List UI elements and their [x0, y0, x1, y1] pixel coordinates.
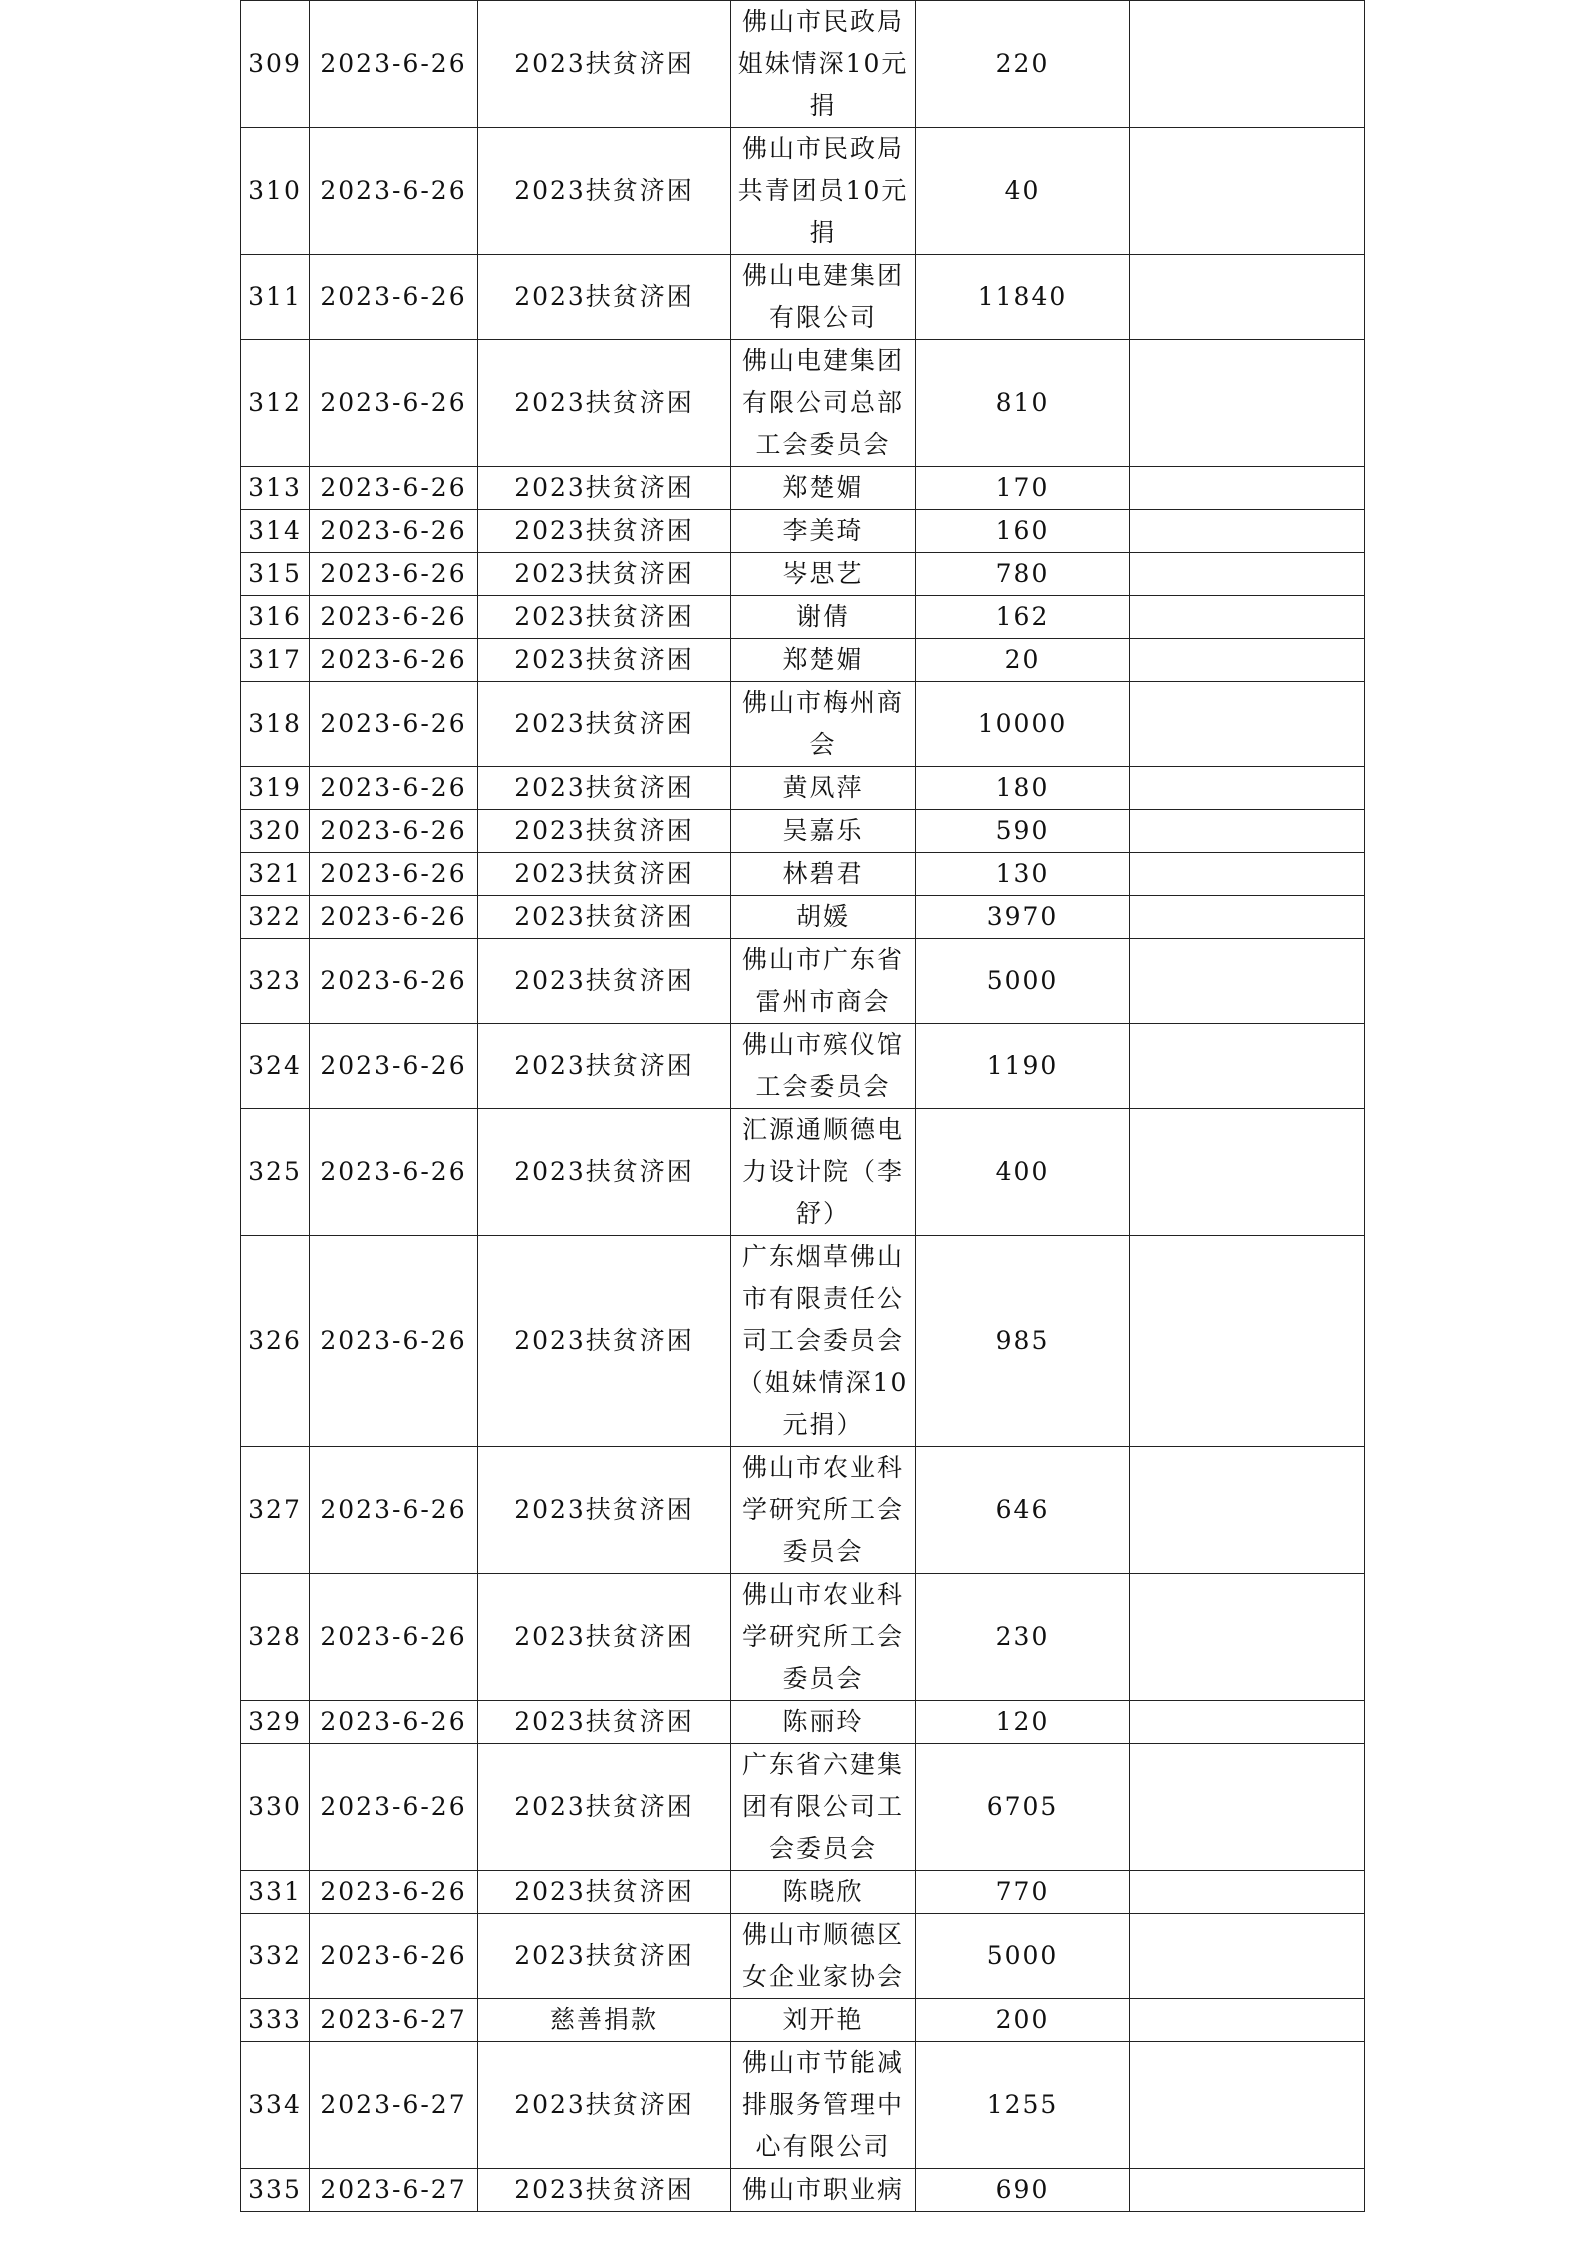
note-cell — [1130, 1109, 1365, 1236]
category-cell: 2023扶贫济困 — [478, 2169, 731, 2212]
category-cell: 2023扶贫济困 — [478, 1109, 731, 1236]
donor-cell — [731, 1447, 916, 1574]
note-cell — [1130, 853, 1365, 896]
note-cell — [1130, 340, 1365, 467]
category-cell: 2023扶贫济困 — [478, 1447, 731, 1574]
category-cell: 2023扶贫济困 — [478, 128, 731, 255]
row-number-cell: 327 — [241, 1447, 310, 1574]
category-cell: 2023扶贫济困 — [478, 255, 731, 340]
donor-name: 陈晓欣 — [782, 1877, 864, 1906]
table-row — [241, 1871, 1365, 1914]
table-row — [241, 2042, 1365, 2169]
category-cell: 2023扶贫济困 — [478, 596, 731, 639]
donor-cell — [731, 1871, 916, 1914]
donor-cell — [731, 1999, 916, 2042]
donor-name: 佛山市殡仪馆工会委员会 — [741, 1030, 904, 1101]
donor-cell — [731, 340, 916, 467]
table-row — [241, 553, 1365, 596]
table-row — [241, 639, 1365, 682]
category-cell: 2023扶贫济困 — [478, 1236, 731, 1447]
note-cell — [1130, 1701, 1365, 1744]
row-number-cell: 323 — [241, 939, 310, 1024]
amount-cell: 590 — [916, 810, 1130, 853]
row-number-cell: 316 — [241, 596, 310, 639]
category-cell: 2023扶贫济困 — [478, 467, 731, 510]
note-cell — [1130, 1999, 1365, 2042]
category-cell: 慈善捐款 — [478, 1999, 731, 2042]
note-cell — [1130, 810, 1365, 853]
category-cell: 2023扶贫济困 — [478, 939, 731, 1024]
date-cell: 2023-6-26 — [310, 1, 478, 128]
table-row — [241, 596, 1365, 639]
note-cell — [1130, 896, 1365, 939]
date-cell: 2023-6-26 — [310, 1701, 478, 1744]
donation-table-body — [241, 1, 1365, 2212]
donor-cell — [731, 596, 916, 639]
table-row — [241, 128, 1365, 255]
category-cell: 2023扶贫济困 — [478, 767, 731, 810]
date-cell: 2023-6-26 — [310, 553, 478, 596]
note-cell — [1130, 510, 1365, 553]
amount-cell: 770 — [916, 1871, 1130, 1914]
donor-name: 佛山市农业科学研究所工会委员会 — [741, 1580, 904, 1693]
category-cell: 2023扶贫济困 — [478, 1914, 731, 1999]
donor-name: 广东烟草佛山市有限责任公司工会委员会（姐妹情深10元捐） — [737, 1242, 909, 1439]
amount-cell: 11840 — [916, 255, 1130, 340]
donor-cell — [731, 1236, 916, 1447]
date-cell: 2023-6-26 — [310, 939, 478, 1024]
row-number-cell: 329 — [241, 1701, 310, 1744]
donor-cell — [731, 1914, 916, 1999]
row-number-cell: 325 — [241, 1109, 310, 1236]
donor-name: 胡媛 — [795, 902, 850, 931]
note-cell — [1130, 553, 1365, 596]
note-cell — [1130, 128, 1365, 255]
date-cell: 2023-6-26 — [310, 1914, 478, 1999]
table-row — [241, 853, 1365, 896]
amount-cell: 162 — [916, 596, 1130, 639]
date-cell: 2023-6-26 — [310, 340, 478, 467]
table-row — [241, 510, 1365, 553]
note-cell — [1130, 255, 1365, 340]
donor-name: 佛山市农业科学研究所工会委员会 — [741, 1453, 904, 1566]
donation-table-page — [240, 0, 1358, 2212]
donor-cell — [731, 255, 916, 340]
amount-cell: 220 — [916, 1, 1130, 128]
donor-cell — [731, 896, 916, 939]
row-number-cell: 317 — [241, 639, 310, 682]
row-number-cell: 333 — [241, 1999, 310, 2042]
donor-cell — [731, 128, 916, 255]
date-cell: 2023-6-26 — [310, 1871, 478, 1914]
donor-cell — [731, 1, 916, 128]
donor-cell — [731, 1701, 916, 1744]
date-cell: 2023-6-26 — [310, 853, 478, 896]
row-number-cell: 318 — [241, 682, 310, 767]
table-row — [241, 1447, 1365, 1574]
table-row — [241, 340, 1365, 467]
donor-name: 黄凤萍 — [782, 773, 864, 802]
donor-name: 郑楚媚 — [782, 473, 864, 502]
table-row — [241, 1999, 1365, 2042]
row-number-cell: 319 — [241, 767, 310, 810]
category-cell: 2023扶贫济困 — [478, 1744, 731, 1871]
table-row — [241, 810, 1365, 853]
donor-cell — [731, 767, 916, 810]
date-cell: 2023-6-26 — [310, 1574, 478, 1701]
amount-cell: 20 — [916, 639, 1130, 682]
note-cell — [1130, 1871, 1365, 1914]
row-number-cell: 332 — [241, 1914, 310, 1999]
donor-name: 郑楚媚 — [782, 645, 864, 674]
note-cell — [1130, 2042, 1365, 2169]
date-cell: 2023-6-26 — [310, 1447, 478, 1574]
amount-cell: 3970 — [916, 896, 1130, 939]
table-row — [241, 896, 1365, 939]
amount-cell: 1190 — [916, 1024, 1130, 1109]
date-cell: 2023-6-27 — [310, 2042, 478, 2169]
table-row — [241, 1701, 1365, 1744]
category-cell: 2023扶贫济困 — [478, 682, 731, 767]
donor-name: 佛山市节能减排服务管理中心有限公司 — [741, 2048, 904, 2161]
donor-cell — [731, 682, 916, 767]
donor-cell — [731, 2169, 916, 2212]
amount-cell: 985 — [916, 1236, 1130, 1447]
donor-cell — [731, 1574, 916, 1701]
amount-cell: 810 — [916, 340, 1130, 467]
donor-name: 刘开艳 — [782, 2005, 864, 2034]
amount-cell: 180 — [916, 767, 1130, 810]
date-cell: 2023-6-26 — [310, 1744, 478, 1871]
amount-cell: 1255 — [916, 2042, 1130, 2169]
row-number-cell: 334 — [241, 2042, 310, 2169]
note-cell — [1130, 2169, 1365, 2212]
donor-cell — [731, 1024, 916, 1109]
donor-cell — [731, 1109, 916, 1236]
row-number-cell: 310 — [241, 128, 310, 255]
donor-name: 岑思艺 — [782, 559, 864, 588]
amount-cell: 10000 — [916, 682, 1130, 767]
category-cell: 2023扶贫济困 — [478, 510, 731, 553]
donor-name: 佛山电建集团有限公司 — [741, 261, 904, 332]
table-row — [241, 939, 1365, 1024]
amount-cell: 690 — [916, 2169, 1130, 2212]
category-cell: 2023扶贫济困 — [478, 1701, 731, 1744]
date-cell: 2023-6-27 — [310, 1999, 478, 2042]
amount-cell: 400 — [916, 1109, 1130, 1236]
donor-name: 陈丽玲 — [782, 1707, 864, 1736]
note-cell — [1130, 596, 1365, 639]
donor-cell — [731, 853, 916, 896]
row-number-cell: 331 — [241, 1871, 310, 1914]
date-cell: 2023-6-26 — [310, 128, 478, 255]
date-cell: 2023-6-26 — [310, 467, 478, 510]
amount-cell: 130 — [916, 853, 1130, 896]
date-cell: 2023-6-27 — [310, 2169, 478, 2212]
donor-cell — [731, 1744, 916, 1871]
row-number-cell: 326 — [241, 1236, 310, 1447]
date-cell: 2023-6-26 — [310, 1024, 478, 1109]
donor-name: 佛山市顺德区女企业家协会 — [741, 1920, 904, 1991]
amount-cell: 5000 — [916, 939, 1130, 1024]
donor-name: 广东省六建集团有限公司工会委员会 — [741, 1750, 904, 1863]
donation-table — [240, 0, 1365, 2212]
row-number-cell: 322 — [241, 896, 310, 939]
table-row — [241, 1, 1365, 128]
category-cell: 2023扶贫济困 — [478, 1024, 731, 1109]
table-row — [241, 1236, 1365, 1447]
row-number-cell: 320 — [241, 810, 310, 853]
category-cell: 2023扶贫济困 — [478, 1574, 731, 1701]
row-number-cell: 313 — [241, 467, 310, 510]
amount-cell: 160 — [916, 510, 1130, 553]
category-cell: 2023扶贫济困 — [478, 853, 731, 896]
note-cell — [1130, 467, 1365, 510]
donor-name: 汇源通顺德电力设计院（李舒） — [741, 1115, 904, 1228]
table-row — [241, 1574, 1365, 1701]
donor-name: 佛山市梅州商会 — [741, 688, 904, 759]
donor-cell — [731, 553, 916, 596]
table-row — [241, 2169, 1365, 2212]
table-row — [241, 1744, 1365, 1871]
row-number-cell: 321 — [241, 853, 310, 896]
table-row — [241, 1024, 1365, 1109]
table-row — [241, 255, 1365, 340]
date-cell: 2023-6-26 — [310, 1109, 478, 1236]
row-number-cell: 309 — [241, 1, 310, 128]
date-cell: 2023-6-26 — [310, 896, 478, 939]
category-cell: 2023扶贫济困 — [478, 1, 731, 128]
donor-name: 佛山市民政局姐妹情深10元捐 — [737, 7, 909, 120]
note-cell — [1130, 1744, 1365, 1871]
donor-name: 佛山市广东省雷州市商会 — [741, 945, 904, 1016]
donor-name: 林碧君 — [782, 859, 864, 888]
row-number-cell: 314 — [241, 510, 310, 553]
category-cell: 2023扶贫济困 — [478, 2042, 731, 2169]
donor-cell — [731, 467, 916, 510]
date-cell: 2023-6-26 — [310, 810, 478, 853]
donor-cell — [731, 939, 916, 1024]
row-number-cell: 315 — [241, 553, 310, 596]
donor-cell — [731, 510, 916, 553]
row-number-cell: 324 — [241, 1024, 310, 1109]
donor-name: 谢倩 — [795, 602, 850, 631]
donor-name: 佛山电建集团有限公司总部工会委员会 — [741, 346, 904, 459]
note-cell — [1130, 639, 1365, 682]
note-cell — [1130, 1, 1365, 128]
note-cell — [1130, 939, 1365, 1024]
amount-cell: 5000 — [916, 1914, 1130, 1999]
donor-name: 佛山市民政局共青团员10元捐 — [737, 134, 909, 247]
table-row — [241, 1109, 1365, 1236]
note-cell — [1130, 1236, 1365, 1447]
row-number-cell: 330 — [241, 1744, 310, 1871]
category-cell: 2023扶贫济困 — [478, 340, 731, 467]
table-row — [241, 1914, 1365, 1999]
donor-cell — [731, 639, 916, 682]
donor-cell — [731, 2042, 916, 2169]
amount-cell: 170 — [916, 467, 1130, 510]
table-row — [241, 682, 1365, 767]
row-number-cell: 312 — [241, 340, 310, 467]
note-cell — [1130, 682, 1365, 767]
row-number-cell: 328 — [241, 1574, 310, 1701]
date-cell: 2023-6-26 — [310, 639, 478, 682]
category-cell: 2023扶贫济困 — [478, 1871, 731, 1914]
date-cell: 2023-6-26 — [310, 767, 478, 810]
table-row — [241, 467, 1365, 510]
category-cell: 2023扶贫济困 — [478, 810, 731, 853]
row-number-cell: 335 — [241, 2169, 310, 2212]
note-cell — [1130, 1574, 1365, 1701]
donor-cell — [731, 810, 916, 853]
category-cell: 2023扶贫济困 — [478, 553, 731, 596]
amount-cell: 120 — [916, 1701, 1130, 1744]
amount-cell: 230 — [916, 1574, 1130, 1701]
donor-name: 吴嘉乐 — [782, 816, 864, 845]
note-cell — [1130, 1914, 1365, 1999]
table-row — [241, 767, 1365, 810]
date-cell: 2023-6-26 — [310, 596, 478, 639]
amount-cell: 780 — [916, 553, 1130, 596]
amount-cell: 200 — [916, 1999, 1130, 2042]
date-cell: 2023-6-26 — [310, 510, 478, 553]
category-cell: 2023扶贫济困 — [478, 639, 731, 682]
amount-cell: 646 — [916, 1447, 1130, 1574]
donor-name: 李美琦 — [782, 516, 864, 545]
note-cell — [1130, 1447, 1365, 1574]
date-cell: 2023-6-26 — [310, 682, 478, 767]
amount-cell: 6705 — [916, 1744, 1130, 1871]
note-cell — [1130, 767, 1365, 810]
donor-name: 佛山市职业病 — [741, 2175, 904, 2204]
note-cell — [1130, 1024, 1365, 1109]
row-number-cell: 311 — [241, 255, 310, 340]
date-cell: 2023-6-26 — [310, 1236, 478, 1447]
amount-cell: 40 — [916, 128, 1130, 255]
date-cell: 2023-6-26 — [310, 255, 478, 340]
category-cell: 2023扶贫济困 — [478, 896, 731, 939]
